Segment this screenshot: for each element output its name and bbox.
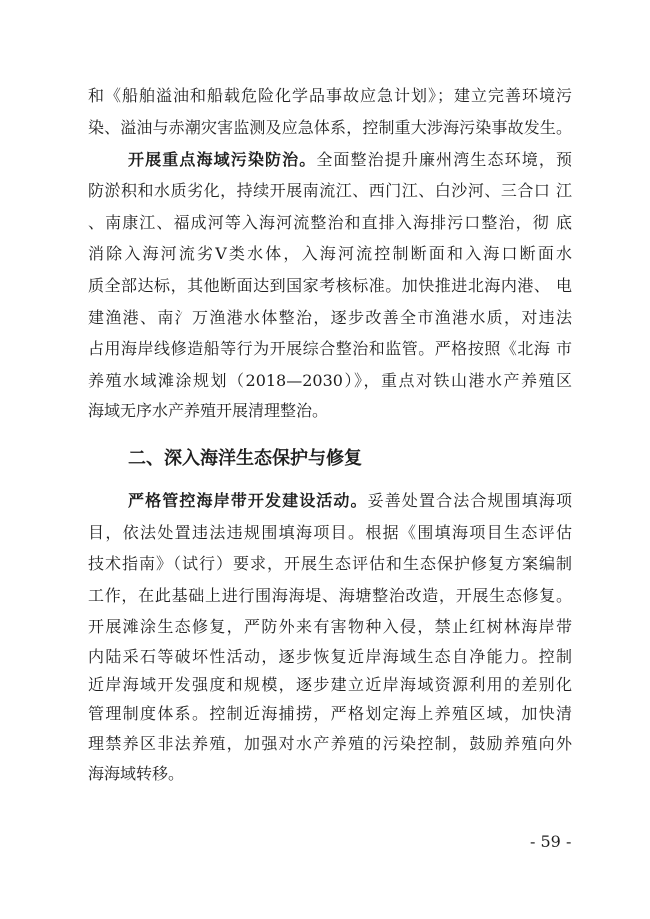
text-line: 占用海岸线修造船等行为开展综合整治和监管。严格按照《北海 市 bbox=[88, 339, 572, 358]
text-line: 防淤积和水质劣化，持续开展南流江、西门江、白沙河、三合口 江 bbox=[88, 181, 572, 200]
text-line: 养殖水域滩涂规划（2018—2030）》，重点对铁山港水产养殖区 bbox=[88, 371, 572, 390]
text-line: 、南康江、福成河等入海河流整治和直排入海排污口整治，彻 底 bbox=[88, 213, 572, 232]
text-line: 近岸海域开发强度和规模，逐步建立近岸海域资源利用的差别化 bbox=[88, 675, 572, 694]
text-line: 目，依法处置违法违规围填海项目。根据《围填海项目生态评估 bbox=[88, 523, 572, 542]
page-number: - 59 - bbox=[530, 832, 572, 851]
text-line: 染、溢油与赤潮灾害监测及应急体系，控制重大涉海污染事故发生。 bbox=[88, 118, 572, 137]
text-span: 全面整治提升廉州湾生态环境，预 bbox=[316, 150, 572, 169]
text-line: 建渔港、南氵万渔港水体整治，逐步改善全市渔港水质，对违法 bbox=[88, 308, 572, 327]
text-line: 消除入海河流劣Ⅴ类水体，入海河流控制断面和入海口断面水 bbox=[88, 244, 572, 263]
text-line: 海域无序水产养殖开展清理整治。 bbox=[88, 401, 329, 420]
text-line: 工作，在此基础上进行围海海堤、海塘整治改造，开展生态修复。 bbox=[88, 586, 572, 605]
paragraph-lead: 开展重点海域污染防治。 bbox=[128, 150, 317, 169]
text-line: 技术指南》（试行）要求，开展生态评估和生态保护修复方案编制 bbox=[88, 554, 572, 573]
text-line: 和《船舶溢油和船载危险化学品事故应急计划》；建立完善环境污 bbox=[88, 86, 572, 105]
text-line: 海海域转移。 bbox=[88, 764, 185, 783]
text-span: 妥善处置合法合规围填海项 bbox=[367, 491, 572, 510]
text-line bbox=[128, 149, 572, 171]
text-line: 开展滩涂生态修复，严防外来有害物种入侵，禁止红树林海岸带 bbox=[88, 617, 572, 636]
text-line: 质全部达标，其他断面达到国家考核标准。加快推进北海内港、 电 bbox=[88, 276, 572, 295]
section-heading: 二、深入海洋生态保护与修复 bbox=[128, 448, 362, 469]
text-line: 管理制度体系。控制近海捕捞，严格划定海上养殖区域，加快清 bbox=[88, 704, 572, 723]
text-line: 内陆采石等破坏性活动，逐步恢复近岸海域生态自净能力。控制 bbox=[88, 647, 572, 666]
text-line bbox=[128, 490, 572, 512]
paragraph-lead: 严格管控海岸带开发建设活动。 bbox=[128, 491, 368, 510]
text-line: 理禁养区非法养殖，加强对水产养殖的污染控制，鼓励养殖向外 bbox=[88, 734, 572, 753]
